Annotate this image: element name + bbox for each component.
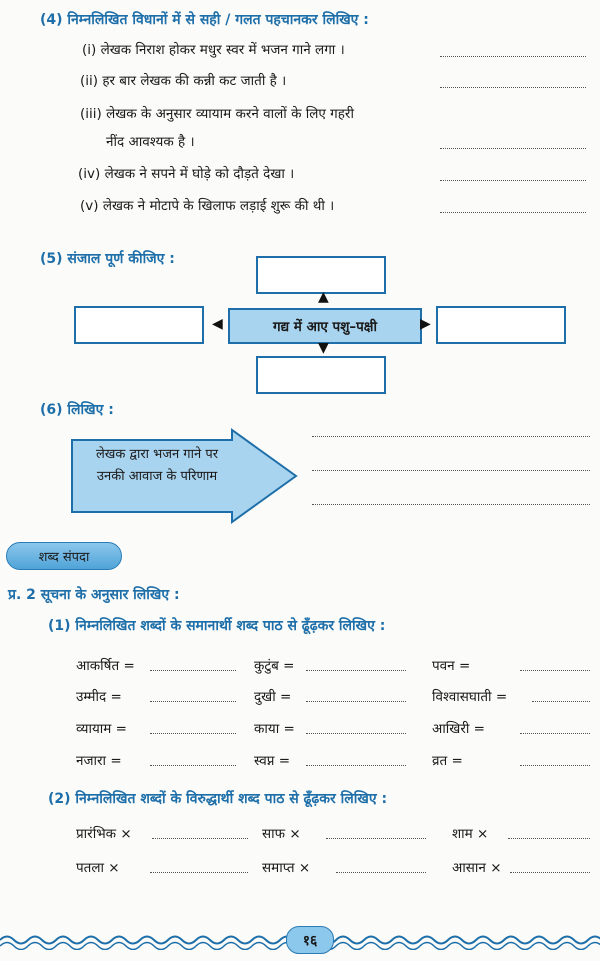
web-box-bottom[interactable] — [256, 356, 386, 394]
answer-line[interactable] — [150, 765, 236, 766]
q4-item-2: (ii) हर बार लेखक की कन्नी कट जाती है । — [80, 73, 287, 89]
syn-word: उम्मीद = — [76, 689, 122, 705]
syn-word: स्वप्न = — [254, 753, 291, 769]
arrow-up-icon: ▲ — [318, 289, 329, 305]
answer-line[interactable] — [440, 148, 586, 149]
answer-line[interactable] — [532, 701, 590, 702]
answer-line[interactable] — [440, 180, 586, 181]
q6-heading: (6) लिखिए : — [40, 402, 114, 418]
answer-line[interactable] — [312, 470, 590, 471]
ant-word: साफ × — [262, 826, 301, 842]
q4-item-3: (iii) लेखक के अनुसार व्यायाम करने वालों के लिए गहरी — [80, 106, 354, 122]
q6-arrow-text: लेखक द्वारा भजन गाने पर उनकी आवाज के परिणाम — [95, 447, 219, 484]
answer-line[interactable] — [306, 765, 406, 766]
q4-item-4: (iv) लेखक ने सपने में घोड़े को दौड़ते देखा । — [78, 166, 295, 182]
syn-word: व्रत = — [432, 753, 463, 769]
answer-line[interactable] — [306, 701, 406, 702]
page-number: १६ — [286, 926, 334, 954]
q5-heading: (5) संजाल पूर्ण कीजिए : — [40, 251, 175, 267]
answer-line[interactable] — [306, 733, 406, 734]
syn-word: नजारा = — [76, 753, 122, 769]
p2-sub1: (1) निम्नलिखित शब्दों के समानार्थी शब्द पाठ से ढूँढ़कर लिखिए : — [48, 618, 386, 634]
answer-line[interactable] — [152, 838, 248, 839]
ant-word: समाप्त × — [262, 860, 311, 876]
syn-word: काया = — [254, 721, 295, 737]
ant-word: पतला × — [76, 860, 120, 876]
answer-line[interactable] — [150, 670, 236, 671]
syn-word: पवन = — [432, 658, 471, 674]
answer-line[interactable] — [520, 733, 590, 734]
syn-word: व्यायाम = — [76, 721, 127, 737]
ant-word: प्रारंभिक × — [76, 826, 132, 842]
syn-word: आकर्षित = — [76, 658, 135, 674]
answer-line[interactable] — [520, 670, 590, 671]
ant-word: आसान × — [452, 860, 502, 876]
web-box-right[interactable] — [436, 306, 566, 344]
answer-line[interactable] — [440, 212, 586, 213]
arrow-down-icon: ▼ — [318, 340, 329, 356]
section-badge: शब्द संपदा — [6, 542, 122, 570]
arrow-left-icon: ◀ — [212, 316, 223, 332]
q4-heading: (4) निम्नलिखित विधानों में से सही / गलत पहचानकर लिखिए : — [40, 12, 369, 28]
answer-line[interactable] — [520, 765, 590, 766]
arrow-right-icon: ▶ — [420, 316, 431, 332]
p2-heading: प्र. 2 सूचना के अनुसार लिखिए : — [8, 587, 180, 603]
ant-word: शाम × — [452, 826, 489, 842]
answer-line[interactable] — [440, 56, 586, 57]
answer-line[interactable] — [440, 87, 586, 88]
q4-item-5: (v) लेखक ने मोटापे के खिलाफ लड़ाई शुरू की थी । — [80, 198, 335, 214]
answer-line[interactable] — [510, 872, 590, 873]
answer-line[interactable] — [508, 838, 590, 839]
web-box-left[interactable] — [74, 306, 204, 344]
syn-word: दुखी = — [254, 689, 292, 705]
q4-item-3-cont: नींद आवश्यक है । — [106, 134, 195, 150]
syn-word: विश्वासघाती = — [432, 689, 508, 705]
p2-sub2: (2) निम्नलिखित शब्दों के विरुद्धार्थी शब्द पाठ से ढूँढ़कर लिखिए : — [48, 791, 388, 807]
answer-line[interactable] — [150, 872, 248, 873]
syn-word: आखिरी = — [432, 721, 485, 737]
answer-line[interactable] — [336, 872, 426, 873]
answer-line[interactable] — [312, 504, 590, 505]
q4-item-1: (i) लेखक निराश होकर मधुर स्वर में भजन गाने लगा । — [82, 42, 345, 58]
answer-line[interactable] — [150, 701, 236, 702]
answer-line[interactable] — [150, 733, 236, 734]
answer-line[interactable] — [312, 436, 590, 437]
answer-line[interactable] — [326, 838, 426, 839]
syn-word: कुटुंब = — [254, 658, 295, 674]
answer-line[interactable] — [306, 670, 406, 671]
web-center: गद्य में आए पशु–पक्षी — [228, 308, 422, 344]
